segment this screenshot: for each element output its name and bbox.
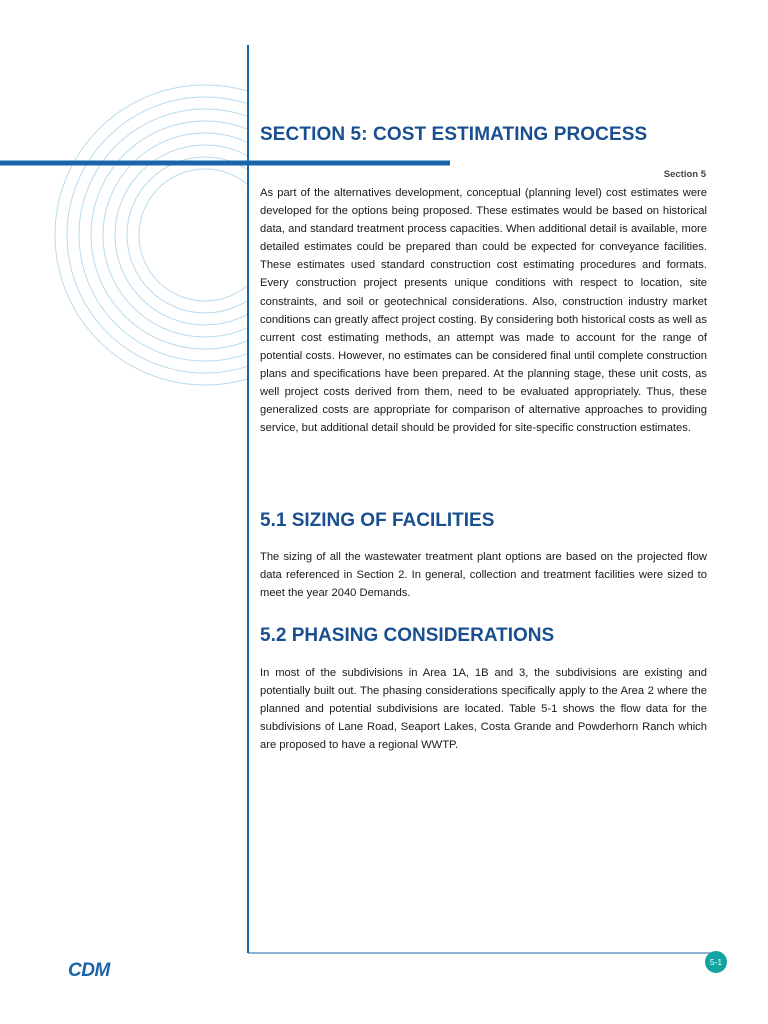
heading-sizing-of-facilities: 5.1 SIZING OF FACILITIES	[260, 510, 495, 531]
running-header: Section 5	[663, 169, 706, 180]
sizing-paragraph: The sizing of all the wastewater treatment plant options are based on the projected flow data referenced in Section 2. In general, collection and treatment facilities were sized to meet the year 2040 Demands.	[260, 551, 707, 600]
section-title: SECTION 5: COST ESTIMATING PROCESS	[260, 124, 648, 145]
phasing-paragraph: In most of the subdivisions in Area 1A, 1B and 3, the subdivisions are existing and potentially built out. The phasing considerations specifically apply to the Area 2 where the planned and potential subdivisions are located. Table 5-1 shows the flow data for the subdivisions of Lane Road, Seaport Lakes, Costa Grande and Powderhorn Ranch which are proposed to have a regional WWTP.	[260, 667, 707, 752]
page-number-badge: 5-1	[705, 951, 727, 973]
heading-phasing-considerations: 5.2 PHASING CONSIDERATIONS	[260, 625, 555, 646]
cdm-logo: CDM	[68, 960, 110, 981]
intro-paragraph: As part of the alternatives development, conceptual (planning level) cost estimates were developed for the options being proposed. These estimates would be based on historical data, and standard treatment process capacities. When additional detail is available, more detailed estimates could be prepared than could be expected for conveyance facilities. These estimates used standard construction cost estimating procedures and formats. Every construction project presents unique conditions with respect to location, site constraints, and soil or geotechnical considerations. Also, construction industry market conditions can greatly affect project costing. By considering both historical costs as well as current cost estimating methods, an attempt was made to account for the range of potential costs. However, no estimates can be considered final until complete construction plans and specifications have been prepared. At the planning stage, these unit costs, as well project costs derived from them, need to be evaluated appropriately. Thus, these generalized costs are appropriate for comparison of alternative approaches to providing service, but additional detail should be provided for site-specific construction estimates.	[260, 187, 707, 435]
